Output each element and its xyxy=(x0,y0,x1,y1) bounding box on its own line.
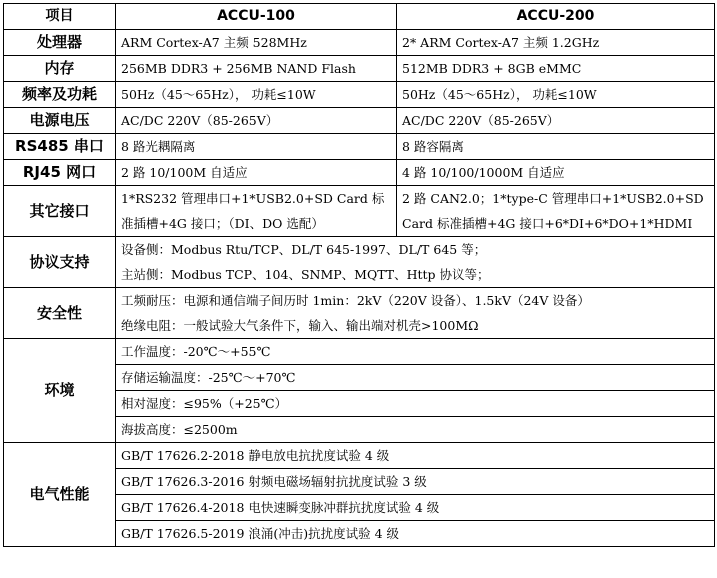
cell-line: 工频耐压：电源和通信端子间历时 1min：2kV（220V 设备）、1.5kV（24V 设备） xyxy=(121,293,590,308)
cell-line: 绝缘电阻：一般试验大气条件下，输入、输出端对机壳>100MΩ xyxy=(121,318,479,333)
row-label: 电气性能 xyxy=(4,443,116,547)
cell-b xyxy=(397,186,715,237)
row-other-interfaces xyxy=(4,186,715,237)
environment-item: 工作温度：-20℃～+55℃ xyxy=(116,339,715,365)
cell-a: ARM Cortex-A7 主频 528MHz xyxy=(116,30,397,56)
environment-item: 相对湿度：≤95%（+25℃） xyxy=(116,391,715,417)
header-model-a: ACCU-100 xyxy=(116,4,397,30)
cell-line: Card 标准插槽+4G 接口+6*DI+6*DO+1*HDMI xyxy=(402,216,693,231)
header-item: 项目 xyxy=(4,4,116,30)
cell-b: 50Hz（45～65Hz）， 功耗≤10W xyxy=(397,82,715,108)
cell-line: 准插槽+4G 接口；（DI、DO 选配） xyxy=(121,216,324,231)
cell-a: AC/DC 220V（85-265V） xyxy=(116,108,397,134)
cell-a: 50Hz（45～65Hz）， 功耗≤10W xyxy=(116,82,397,108)
electrical-item: GB/T 17626.2-2018 静电放电抗扰度试验 4 级 xyxy=(116,443,715,469)
electrical-item: GB/T 17626.4-2018 电快速瞬变脉冲群抗扰度试验 4 级 xyxy=(116,495,715,521)
cell-b: 512MB DDR3 + 8GB eMMC xyxy=(397,56,715,82)
protocol-cell xyxy=(116,237,715,288)
row-processor xyxy=(4,30,715,56)
spec-table xyxy=(3,3,715,547)
header-row xyxy=(4,4,715,30)
cell-line: 主站侧：Modbus TCP、104、SNMP、MQTT、Http 协议等； xyxy=(121,267,490,282)
row-frequency-power xyxy=(4,82,715,108)
electrical-item: GB/T 17626.5-2019 浪涌(冲击)抗扰度试验 4 级 xyxy=(116,521,715,547)
header-model-b: ACCU-200 xyxy=(397,4,715,30)
row-protocol xyxy=(4,237,715,288)
cell-line: 设备侧：Modbus Rtu/TCP、DL/T 645-1997、DL/T 645 等； xyxy=(121,242,487,257)
cell-a: 2 路 10/100M 自适应 xyxy=(116,160,397,186)
cell-line: 1*RS232 管理串口+1*USB2.0+SD Card 标 xyxy=(121,191,385,206)
row-electrical-1 xyxy=(4,443,715,469)
electrical-item: GB/T 17626.3-2016 射频电磁场辐射抗扰度试验 3 级 xyxy=(116,469,715,495)
row-label: 环境 xyxy=(4,339,116,443)
cell-line: 2 路 CAN2.0；1*type-C 管理串口+1*USB2.0+SD xyxy=(402,191,704,206)
row-label: 内存 xyxy=(4,56,116,82)
row-rj45 xyxy=(4,160,715,186)
row-rs485 xyxy=(4,134,715,160)
cell-a: 256MB DDR3 + 256MB NAND Flash xyxy=(116,56,397,82)
row-label: RS485 串口 xyxy=(4,134,116,160)
safety-cell xyxy=(116,288,715,339)
row-memory xyxy=(4,56,715,82)
row-environment-1 xyxy=(4,339,715,365)
cell-a xyxy=(116,186,397,237)
row-label: 处理器 xyxy=(4,30,116,56)
row-label: 频率及功耗 xyxy=(4,82,116,108)
environment-item: 海拔高度：≤2500m xyxy=(116,417,715,443)
row-label: 其它接口 xyxy=(4,186,116,237)
row-label: 安全性 xyxy=(4,288,116,339)
cell-a: 8 路光耦隔离 xyxy=(116,134,397,160)
row-label: RJ45 网口 xyxy=(4,160,116,186)
cell-b: 8 路容隔离 xyxy=(397,134,715,160)
cell-b: 4 路 10/100/1000M 自适应 xyxy=(397,160,715,186)
row-label: 电源电压 xyxy=(4,108,116,134)
row-voltage xyxy=(4,108,715,134)
row-safety xyxy=(4,288,715,339)
cell-b: 2* ARM Cortex-A7 主频 1.2GHz xyxy=(397,30,715,56)
environment-item: 存储运输温度：-25℃～+70℃ xyxy=(116,365,715,391)
row-label: 协议支持 xyxy=(4,237,116,288)
cell-b: AC/DC 220V（85-265V） xyxy=(397,108,715,134)
